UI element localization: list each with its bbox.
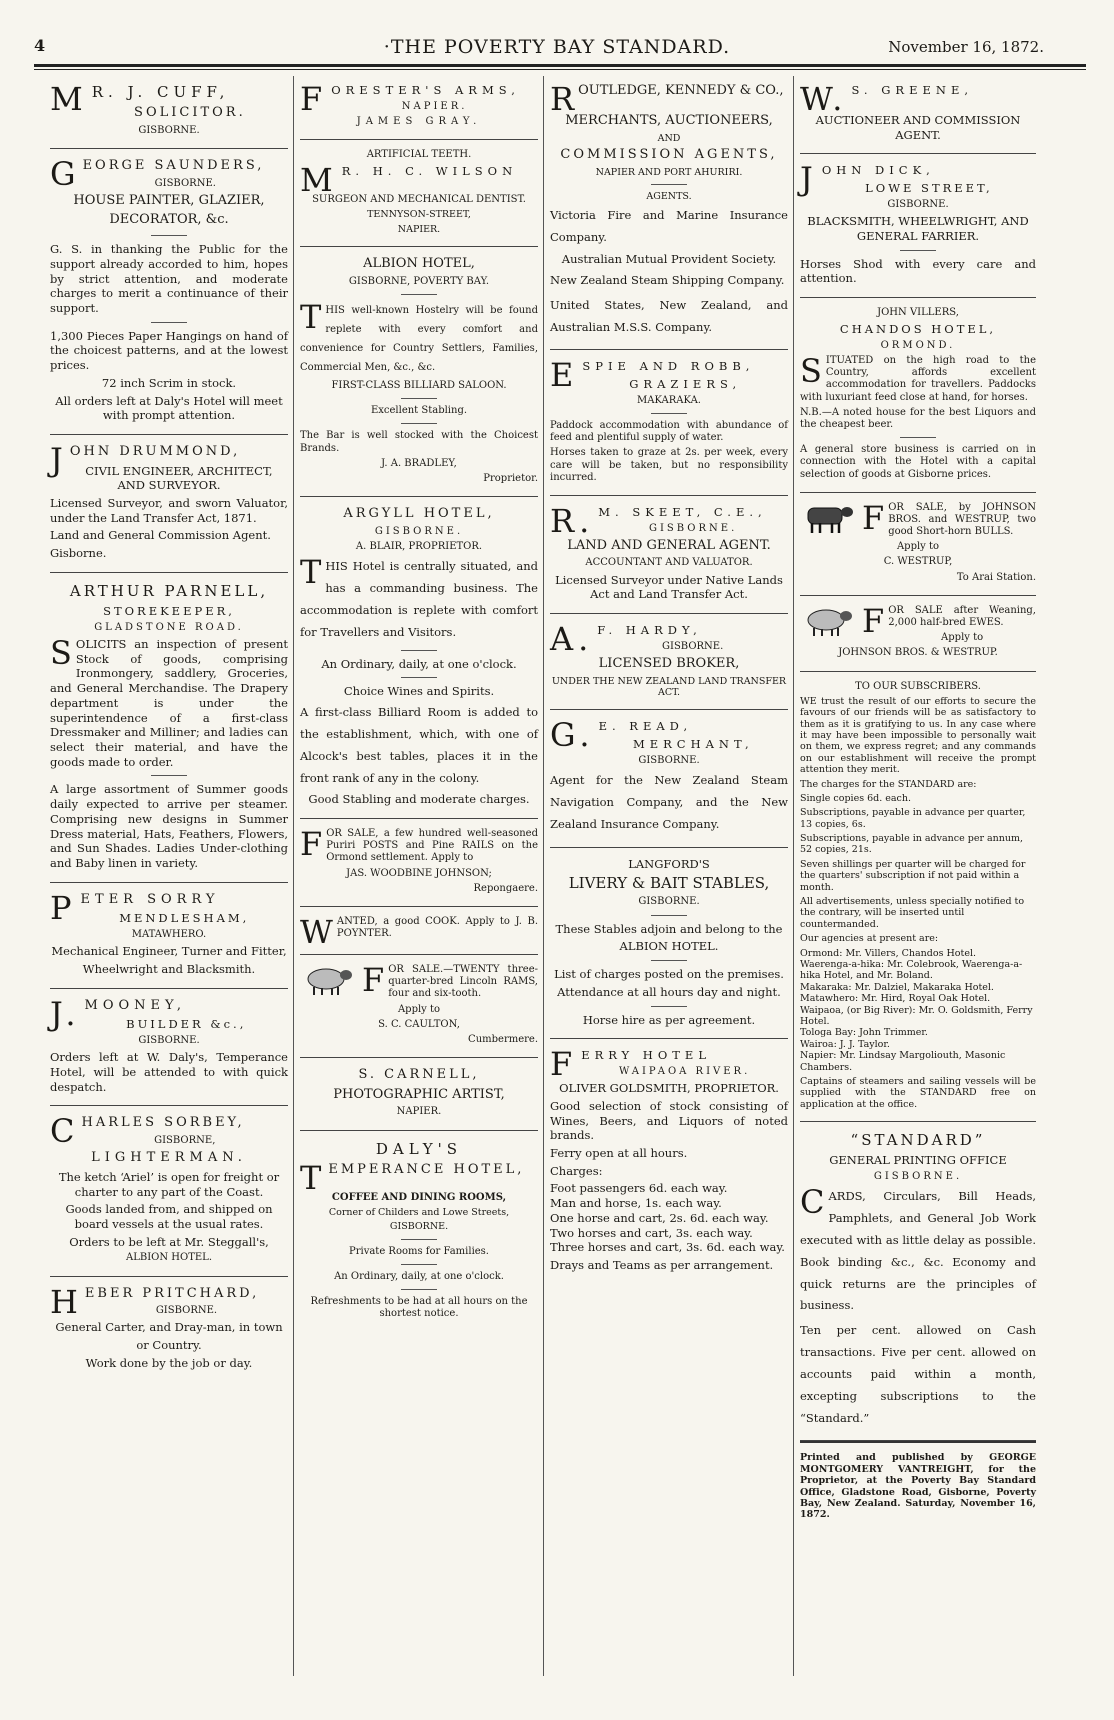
- agency-line: Matawhero: Mr. Hird, Royal Oak Hotel.: [800, 993, 991, 1005]
- ad-place: GISBORNE.: [154, 177, 216, 189]
- notice-subscribers: [800, 672, 1036, 1122]
- sheep-icon: [800, 604, 856, 638]
- charge-line: Two horses and cart, 3s. each way.: [550, 1225, 753, 1240]
- agency-line: Waipaoa, (or Big River): Mr. O. Goldsmith, Ferry Hotel.: [800, 1004, 1033, 1027]
- ad-text: ALBION HOTEL.: [126, 1252, 212, 1264]
- ad-text: Paddock accommodation with abundance of feed and plentiful supply of water.: [550, 419, 788, 444]
- ad-name: OHN DICK,: [821, 163, 935, 178]
- ad-owner: JOHN VILLERS,: [877, 306, 959, 318]
- ad-place: NAPIER AND PORT AHURIRI.: [595, 166, 743, 178]
- ad-name: MOONEY,: [84, 997, 187, 1013]
- ad-text: Refreshments to be had at all hours on the shortest notice.: [310, 1296, 528, 1320]
- drop-cap: M: [300, 161, 338, 200]
- sheep-icon: [300, 963, 356, 997]
- ad-name: M. SKEET, C.E.,: [598, 504, 767, 519]
- ad-name: OUTLEDGE, KENNEDY & CO.,: [578, 83, 784, 98]
- notice-text: WE trust the result of our efforts to secure the favours of our friends will be as satisfactory to them as it is gratifying to us. In any case where it may have been impossible to personally wait on them, we express regret; and any commands on our establishment will receive the prompt attention they merit.: [800, 695, 1036, 776]
- column-rule: [293, 76, 294, 1676]
- ad-text: Gisborne.: [50, 546, 107, 561]
- ad-text: Agent for the New Zealand Steam Navigation Company, and the New Zealand Insurance Company.: [550, 773, 788, 831]
- ad-text: Licensed Surveyor under Native Lands Act and Land Transfer Act.: [555, 572, 783, 602]
- header-rule-thin: [34, 69, 1086, 70]
- ad-text: Orders to be left at Mr. Steggall's,: [69, 1234, 269, 1249]
- ad-text: A large assortment of Summer goods daily expected to arrive per steamer. Comprising new designs in Summer Dress material, Hats, Feathers, Flowers, and Sun Shades. Ladies Under-clothing and Baby linen in variety.: [50, 782, 288, 871]
- ad-text: Ten per cent. allowed on Cash transactions. Five per cent. allowed on accounts paid within a month, excepting subscriptions to the “Standard.”: [800, 1323, 1036, 1425]
- masthead: ·THE POVERTY BAY STANDARD.: [383, 36, 731, 58]
- column-4: [796, 74, 1040, 1686]
- drop-cap: C: [50, 1112, 78, 1151]
- agency-line: Napier: Mr. Lindsay Margoliouth, Masonic Chambers.: [800, 1050, 1006, 1073]
- ad-text: UNDER THE NEW ZEALAND LAND TRANSFER ACT.: [551, 675, 787, 698]
- ad-title: MERCHANT,: [632, 737, 754, 752]
- ad-title: LAND AND GENERAL AGENT.: [567, 537, 771, 553]
- ad-text: Horse hire as per agreement.: [582, 1012, 756, 1027]
- short-rule: [151, 235, 187, 236]
- ad-place: GISBORNE.: [389, 1221, 449, 1233]
- ad-text: 1,300 Pieces Paper Hangings on hand of the choicest patterns, and at the lowest prices.: [50, 328, 288, 373]
- short-rule: [651, 184, 687, 185]
- ad-saunders: [50, 149, 288, 435]
- notice-text: Captains of steamers and sailing vessels will be supplied with the STANDARD free on application at the office.: [800, 1075, 1036, 1110]
- short-rule: [401, 1264, 437, 1265]
- drop-cap: S: [800, 352, 822, 391]
- ad-apply: Apply to: [941, 632, 984, 644]
- ad-name: R. H. C. WILSON: [341, 164, 518, 179]
- ad-name: “STANDARD”: [850, 1131, 986, 1150]
- ad-pritchard: [50, 1277, 288, 1382]
- ad-foresters: [300, 74, 538, 140]
- ad-chandos: [800, 298, 1036, 493]
- short-rule: [401, 650, 437, 651]
- ad-langford: [550, 848, 788, 1040]
- ad-text: N.B.—A noted house for the best Liquors and the cheapest beer.: [800, 406, 1036, 430]
- drop-cap: F: [862, 498, 885, 537]
- ad-name: S. GREENE,: [851, 83, 973, 97]
- ad-name: ALBION HOTEL,: [363, 256, 475, 272]
- ad-bulls: [800, 493, 1036, 596]
- drop-cap: G.: [550, 716, 595, 755]
- ad-apply: Apply to: [896, 541, 940, 553]
- ad-name: R. J. CUFF,: [91, 83, 230, 101]
- ad-place: ORMOND.: [880, 339, 956, 351]
- ad-title: SOLICITOR.: [134, 105, 246, 121]
- notice-heading: TO OUR SUBSCRIBERS.: [855, 680, 981, 692]
- ad-text: An Ordinary, daily, at one o'clock.: [321, 656, 517, 671]
- ad-drummond: [50, 435, 288, 573]
- ad-greene: [800, 74, 1036, 154]
- ad-contact: JOHNSON BROS. & WESTRUP.: [838, 647, 998, 659]
- short-rule: [900, 250, 936, 251]
- drop-cap: J: [800, 160, 818, 199]
- ad-trade: HOUSE PAINTER, GLAZIER,: [73, 192, 265, 208]
- agency-line: Tologa Bay: John Trimmer.: [800, 1027, 928, 1039]
- column-2: [296, 74, 542, 1686]
- ad-text: United States, New Zealand, and Australian M.S.S. Company.: [550, 297, 788, 334]
- ad-parnell: [50, 573, 288, 883]
- ad-text: HIS Hotel is centrally situated, and has a commanding business. The accommodation is replete with comfort for Travellers and Visitors.: [300, 559, 538, 639]
- ad-place: Cumbermere.: [468, 1033, 538, 1045]
- ad-place: GISBORNE.: [873, 1170, 963, 1182]
- ad-read: [550, 710, 788, 847]
- ad-place: GISBORNE.: [887, 198, 949, 210]
- ad-name: LIVERY & BAIT STABLES,: [568, 874, 770, 893]
- ad-street: TENNYSON-STREET,: [367, 209, 471, 221]
- drop-cap: R: [550, 80, 575, 118]
- ad-place: GISBORNE, POVERTY BAY.: [348, 275, 490, 287]
- ad-and: AND: [657, 132, 681, 144]
- ad-routledge: [550, 74, 788, 350]
- ad-text: Land and General Commission Agent.: [50, 528, 271, 543]
- ad-title: BLACKSMITH, WHEELWRIGHT, AND GENERAL FARRIER.: [807, 214, 1029, 243]
- short-rule: [651, 960, 687, 961]
- ad-argyll: [300, 497, 538, 819]
- drop-cap: J: [50, 440, 66, 479]
- ad-text: or Country.: [136, 1338, 202, 1353]
- ad-kicker: ARTIFICIAL TEETH.: [366, 149, 472, 161]
- ad-place: MAKARAKA.: [637, 394, 701, 406]
- page-number: 4: [34, 36, 46, 55]
- drop-cap: T: [300, 1158, 325, 1197]
- ad-text: ALBION HOTEL.: [619, 939, 719, 954]
- ad-owner: A. BLAIR, PROPRIETOR.: [355, 541, 483, 552]
- column-rule: [543, 76, 544, 1676]
- drop-cap: J.: [50, 994, 81, 1033]
- ad-title: LIGHTERMAN.: [91, 1150, 247, 1166]
- ad-text: OR SALE, a few hundred well-seasoned Puriri POSTS and Pine RAILS on the Ormond settlement. Apply to: [326, 828, 538, 864]
- column-3: [546, 74, 792, 1686]
- ad-text: OR SALE.—TWENTY three-quarter-bred Lincoln RAMS, four and six-tooth.: [388, 964, 538, 1000]
- ad-text: 72 inch Scrim in stock.: [101, 375, 237, 390]
- ad-text: OR SALE after Weaning, 2,000 half-bred EWES.: [888, 604, 1036, 629]
- drop-cap: F: [300, 825, 323, 864]
- ad-name: EORGE SAUNDERS,: [82, 158, 265, 173]
- ad-text: These Stables adjoin and belong to the: [555, 921, 783, 936]
- ad-text: HIS well-known Hostelry will be found replete with every comfort and convenience for Country Settlers, Families, Commercial Men, &c., &c.: [300, 305, 538, 374]
- ad-text: Orders left at W. Daly's, Temperance Hotel, will be attended to with quick despatch.: [50, 1050, 288, 1094]
- drop-cap: F: [300, 80, 328, 118]
- column-rule: [793, 76, 794, 1676]
- ad-text: All orders left at Daly's Hotel will meet with prompt attention.: [55, 393, 283, 423]
- notice-text: Single copies 6d. each.: [800, 792, 912, 804]
- ad-mooney: [50, 989, 288, 1107]
- ad-place: GISBORNE.: [662, 640, 724, 652]
- charge-line: One horse and cart, 2s. 6d. each way.: [550, 1210, 769, 1225]
- ad-title-2: COMMISSION AGENTS,: [560, 147, 778, 163]
- ad-text: Wheelwright and Blacksmith.: [82, 962, 256, 977]
- ad-contact: S. C. CAULTON,: [378, 1018, 460, 1030]
- drop-cap: A.: [550, 620, 594, 659]
- ad-cuff: [50, 74, 288, 149]
- ad-wilson: [300, 140, 538, 247]
- ad-place: NAPIER.: [396, 1106, 442, 1118]
- ad-text: Private Rooms for Families.: [348, 1245, 489, 1257]
- ad-text: Good selection of stock consisting of Wines, Beers, and Liquors of noted brands.: [550, 1098, 788, 1143]
- ad-place: GISBORNE.: [638, 896, 700, 908]
- ad-owner: OLIVER GOLDSMITH, PROPRIETOR.: [559, 1081, 779, 1096]
- ad-text: The Bar is well stocked with the Choicest Brands.: [300, 430, 538, 454]
- ad-espie: [550, 350, 788, 496]
- ad-kicker: LANGFORD'S: [628, 856, 710, 871]
- ad-street: LOWE STREET,: [865, 181, 993, 196]
- drop-cap: C: [800, 1183, 825, 1222]
- ad-text: Australian Mutual Provident Society.: [561, 252, 777, 267]
- ad-name: ORESTER'S ARMS,: [331, 83, 520, 97]
- ad-text: A general store business is carried on in connection with the Hotel with a capital selection of goods at Gisborne prices.: [800, 444, 1036, 480]
- ad-title: STOREKEEPER,: [103, 604, 235, 619]
- ad-place: GISBORNE.: [648, 522, 738, 534]
- notice-text: Our agencies at present are:: [800, 933, 939, 945]
- notice-text: The charges for the STANDARD are:: [800, 778, 977, 790]
- drop-cap: W.: [800, 80, 848, 118]
- ad-ewes: [800, 596, 1036, 672]
- ad-name: HARLES SORBEY,: [81, 1115, 245, 1131]
- ad-place: WAIPAOA RIVER.: [618, 1065, 751, 1077]
- ad-sorry: [50, 883, 288, 989]
- ad-title: EMPERANCE HOTEL,: [328, 1161, 525, 1177]
- bull-icon: [800, 501, 856, 535]
- ad-text: Victoria Fire and Marine Insurance Company.: [550, 208, 788, 245]
- ad-text: An Ordinary, daily, at one o'clock.: [334, 1270, 504, 1282]
- ad-hardy: [550, 614, 788, 710]
- ad-place: NAPIER.: [397, 223, 441, 235]
- imprint-text: Printed and published by GEORGE MONTGOMERY VANTREIGHT, for the Proprietor, at the Poverty Bay Standard Office, Gladstone Road, Gisborne, Poverty Bay, New Zealand. Saturday, November 16, 1872.: [800, 1452, 1036, 1521]
- ad-text: Work done by the job or day.: [85, 1355, 253, 1370]
- ad-text: ANTED, a good COOK. Apply to J. B. POYNTER.: [336, 916, 538, 940]
- short-rule: [151, 322, 187, 323]
- ad-name: S. CARNELL,: [358, 1067, 480, 1083]
- ad-title: GRAZIERS,: [629, 377, 742, 392]
- printer-imprint: [800, 1441, 1036, 1531]
- drop-cap: E: [550, 356, 579, 395]
- ad-name: SPIE AND ROBB,: [582, 359, 755, 374]
- ad-place: GISBORNE.: [638, 754, 700, 766]
- ad-title: MERCHANTS, AUCTIONEERS,: [565, 113, 773, 128]
- ad-title: CIVIL ENGINEER, ARCHITECT, AND SURVEYOR.: [85, 463, 273, 493]
- ad-text: G. S. in thanking the Public for the support already accorded to him, hopes by strict attention, and moderate charges to merit a continuance of their support.: [50, 242, 288, 315]
- ad-text: General Carter, and Dray-man, in town: [55, 1320, 283, 1335]
- ad-text: Good Stabling and moderate charges.: [308, 792, 530, 807]
- ad-albion: [300, 247, 538, 497]
- ad-text: Drays and Teams as per arrangement.: [550, 1258, 774, 1273]
- ad-name: EBER PRITCHARD,: [84, 1285, 260, 1301]
- ad-apply: Apply to: [397, 1003, 441, 1015]
- ad-name: F. HARDY,: [597, 623, 702, 638]
- drop-cap: T: [300, 298, 322, 337]
- page-header: [0, 0, 1114, 70]
- ad-place: GISBORNE,: [154, 1135, 216, 1147]
- ad-location: MATAWHERO.: [131, 929, 207, 941]
- short-rule: [401, 1239, 437, 1240]
- short-rule: [401, 1289, 437, 1290]
- drop-cap: F: [862, 601, 885, 640]
- ad-text: Horses Shod with every care and attention.: [800, 256, 1036, 286]
- ad-place: GISBORNE.: [138, 124, 200, 136]
- agency-line: Makaraka: Mr. Dalziel, Makaraka Hotel.: [800, 981, 994, 993]
- ad-carnell: [300, 1058, 538, 1130]
- ad-title: AUCTIONEER AND COMMISSION AGENT.: [815, 113, 1021, 142]
- ad-place: To Arai Station.: [956, 571, 1036, 583]
- ad-text: Charges:: [550, 1163, 603, 1178]
- ad-contact: C. WESTRUP,: [883, 556, 953, 568]
- header-rule: [34, 64, 1086, 67]
- column-1: [46, 74, 292, 1686]
- ad-text: Mechanical Engineer, Turner and Fitter,: [51, 944, 287, 959]
- charge-line: Man and horse, 1s. each way.: [550, 1196, 722, 1211]
- ad-place: GISBORNE.: [138, 1035, 200, 1047]
- ad-owner: JAMES GRAY.: [356, 115, 482, 127]
- ad-agents: AGENTS.: [646, 191, 692, 203]
- ad-title-2: ACCOUNTANT AND VALUATOR.: [585, 557, 753, 569]
- ad-text: Attendance at all hours day and night.: [557, 984, 781, 999]
- ad-place: MENDLESHAM,: [119, 911, 250, 926]
- ad-name: ETER SORRY: [80, 891, 220, 907]
- ad-text: ITUATED on the high road to the Country, affords excellent accommodation for travellers. Paddocks with luxuriant feed close at hand, for horses.: [800, 355, 1036, 403]
- ad-sorbey: [50, 1106, 288, 1276]
- ad-text: A first-class Billiard Room is added to the establishment, which, with one of Alcock's best tables, places it in the front rank of any in the colony.: [300, 705, 538, 785]
- ad-dalys: [300, 1131, 538, 1332]
- issue-date: November 16, 1872.: [888, 38, 1044, 56]
- charge-line: Three horses and cart, 3s. 6d. each way.: [550, 1240, 785, 1255]
- ad-name: ERRY HOTEL: [581, 1048, 711, 1063]
- ad-text: Goods landed from, and shipped on board vessels at the usual rates.: [65, 1202, 273, 1232]
- drop-cap: M: [50, 80, 88, 118]
- short-rule: [651, 413, 687, 414]
- ad-text: OLICITS an inspection of present Stock of goods, comprising Ironmongery, saddlery, Groceries, and General Merchandise. The Drapery department is under the superintendence of a first-class Dressmaker and Milliner; and ladies can select their material, and have the goods made to order.: [50, 637, 288, 769]
- short-rule: [151, 775, 187, 776]
- ad-name: CHANDOS HOTEL,: [839, 322, 997, 337]
- ad-text: The ketch ‘Ariel’ is open for freight or charter to any part of the Coast.: [58, 1169, 280, 1199]
- ad-place: GISBORNE.: [374, 525, 464, 537]
- short-rule: [651, 1006, 687, 1007]
- ad-text: New Zealand Steam Shipping Company.: [550, 272, 785, 287]
- ad-name: ARGYLL HOTEL,: [343, 506, 495, 522]
- short-rule: [651, 915, 687, 916]
- ad-title: BUILDER &c.,: [126, 1017, 247, 1032]
- ad-text: Excellent Stabling.: [370, 405, 468, 417]
- ad-place: Repongaere.: [473, 882, 538, 894]
- drop-cap: S: [50, 634, 72, 672]
- drop-cap: G: [50, 155, 79, 193]
- ad-rams: [300, 955, 538, 1058]
- ad-text: Licensed Surveyor, and sworn Valuator, under the Land Transfer Act, 1871.: [50, 496, 288, 525]
- short-rule: [401, 398, 437, 399]
- short-rule: [401, 677, 437, 678]
- ad-place: GISBORNE.: [155, 1305, 218, 1317]
- agency-line: Wairoa: J. J. Taylor.: [800, 1038, 890, 1050]
- ad-name: DALY'S: [375, 1139, 463, 1158]
- ad-place: NAPIER.: [401, 100, 468, 112]
- charge-line: Foot passengers 6d. each way.: [550, 1181, 728, 1196]
- ad-skeet: [550, 496, 788, 614]
- ad-name: OHN DRUMMOND,: [69, 443, 241, 459]
- notice-text: Subscriptions, payable in advance per annum, 52 copies, 21s.: [800, 833, 1024, 856]
- ad-cook: [300, 907, 538, 955]
- ad-dick: [800, 154, 1036, 298]
- drop-cap: W: [300, 913, 333, 952]
- drop-cap: T: [300, 553, 322, 592]
- ad-text: ARDS, Circulars, Bill Heads, Pamphlets, and General Job Work executed with as little delay as possible. Book binding &c., &c. Economy and quick returns are the principles of business.: [800, 1189, 1036, 1313]
- short-rule: [900, 437, 936, 438]
- notice-text: Seven shillings per quarter will be charged for the quarters' subscription if not paid within a month.: [800, 858, 1026, 893]
- drop-cap: F: [362, 961, 385, 1000]
- ad-text: OR SALE, by JOHNSON BROS. and WESTRUP, two good Short-horn BULLS.: [888, 501, 1036, 538]
- ad-name: ARTHUR PARNELL,: [69, 581, 269, 600]
- drop-cap: P: [50, 888, 77, 927]
- agency-line: Ormond: Mr. Villers, Chandos Hotel.: [800, 947, 976, 959]
- ad-name: E. READ,: [598, 719, 693, 734]
- ad-title: LICENSED BROKER,: [598, 655, 740, 671]
- ad-text: Choice Wines and Spirits.: [343, 684, 495, 699]
- ad-owner: J. A. BRADLEY,: [381, 457, 457, 469]
- agency-line: Waerenga-a-hika: Mr. Colebrook, Waerenga-a-hika Hotel, and Mr. Boland.: [800, 958, 1023, 982]
- ad-text: Horses taken to graze at 2s. per week, every care will be taken, but no responsibility incurred.: [550, 447, 788, 483]
- ad-trade-2: DECORATOR, &c.: [109, 212, 229, 228]
- ad-place: GLADSTONE ROAD.: [94, 621, 244, 633]
- ad-text: Ferry open at all hours.: [550, 1146, 688, 1161]
- ad-text: FIRST-CLASS BILLIARD SALOON.: [331, 380, 507, 392]
- ad-text: List of charges posted on the premises.: [554, 967, 784, 982]
- ad-printing-office: [800, 1122, 1036, 1441]
- ad-role: Proprietor.: [483, 473, 538, 484]
- drop-cap: F: [550, 1045, 578, 1084]
- ad-ferry: [550, 1039, 788, 1284]
- ad-posts: [300, 819, 538, 907]
- drop-cap: R.: [550, 501, 595, 540]
- ad-title: GENERAL PRINTING OFFICE: [829, 1153, 1007, 1168]
- drop-cap: H: [50, 1282, 81, 1321]
- notice-text: Subscriptions, payable in advance per quarter, 13 copies, 6s.: [800, 807, 1026, 830]
- ad-rooms: COFFEE AND DINING ROOMS,: [331, 1191, 507, 1203]
- short-rule: [401, 294, 437, 295]
- short-rule: [401, 423, 437, 424]
- ad-corner: Corner of Childers and Lowe Streets,: [328, 1206, 510, 1218]
- notice-text: All advertisements, unless specially notified to the contrary, will be inserted until countermanded.: [800, 896, 1025, 930]
- ad-title: PHOTOGRAPHIC ARTIST,: [333, 1086, 505, 1102]
- ad-title: SURGEON AND MECHANICAL DENTIST.: [312, 194, 526, 206]
- ad-contact: JAS. WOODBINE JOHNSON;: [346, 867, 492, 879]
